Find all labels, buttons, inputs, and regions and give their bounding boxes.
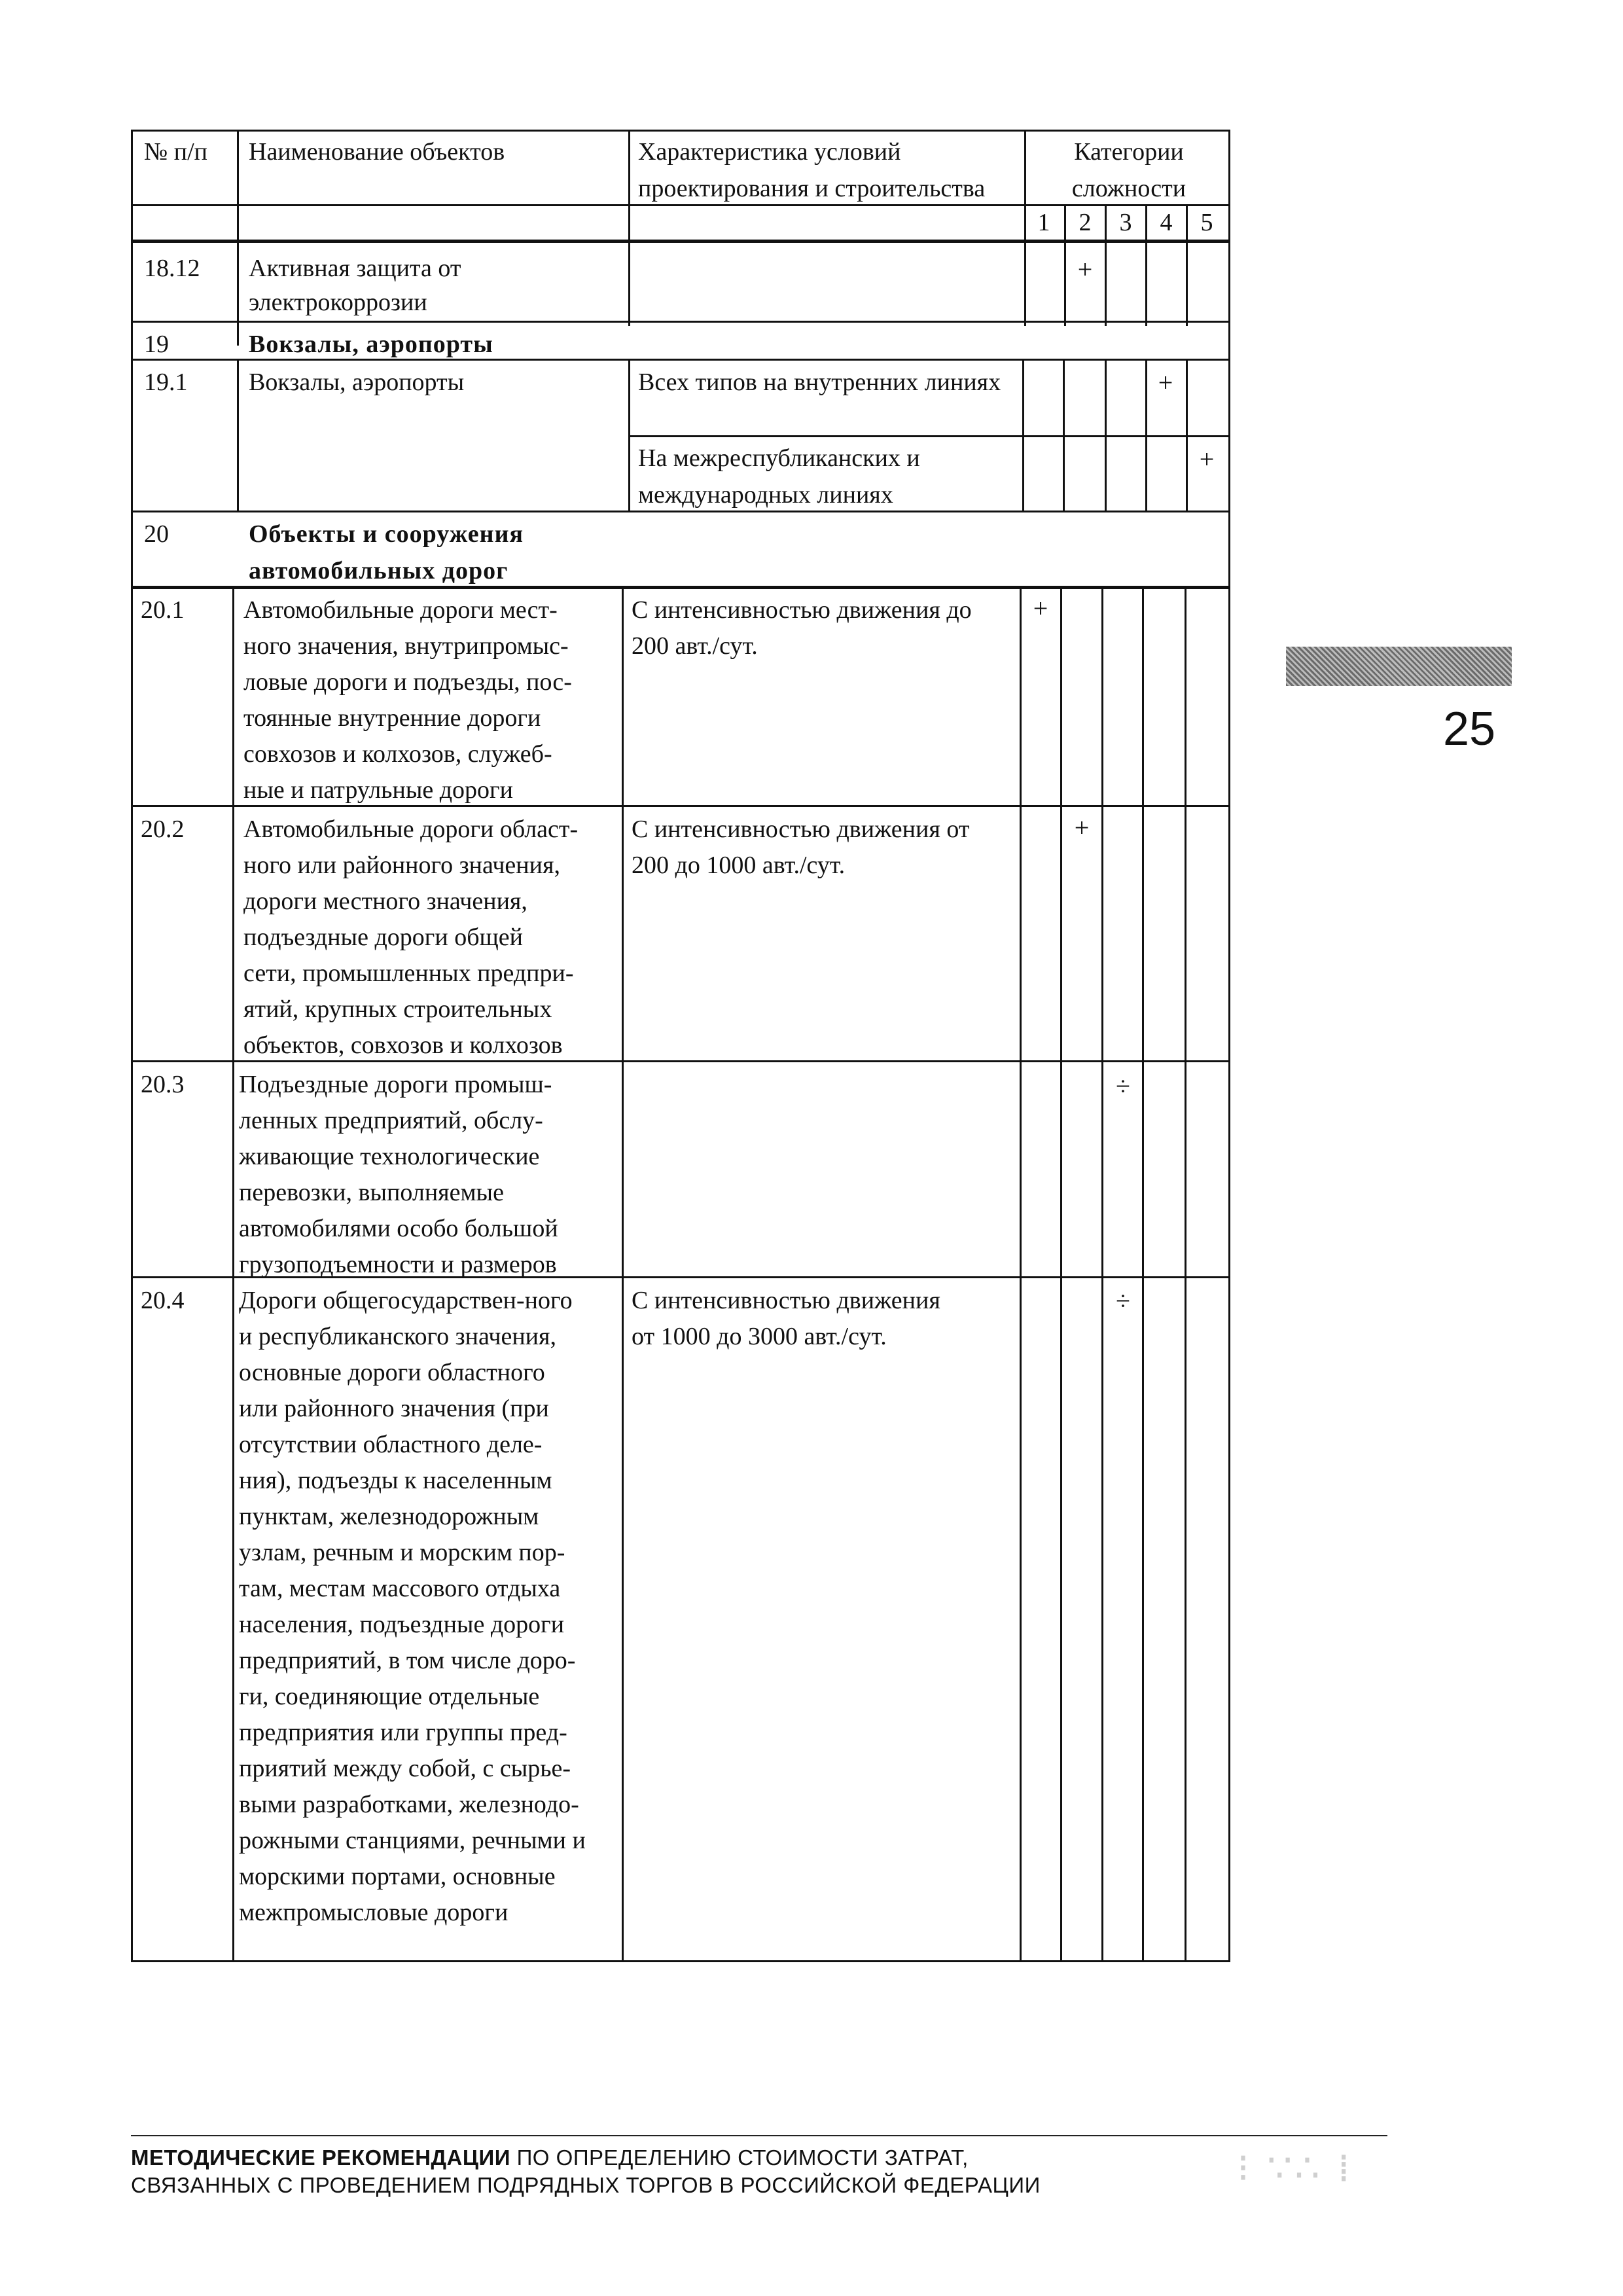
col-divider-3-19: [1022, 359, 1024, 511]
row-20-1-name-6: ные и патрульные дороги: [243, 776, 513, 804]
col-divider-1-top: [237, 130, 239, 346]
row-20-2-conditions-1: С интенсивностью движения от: [632, 816, 970, 843]
row-20-4-name-8: узлам, речным и морским пор-: [239, 1539, 565, 1566]
row-20-1-num: 20.1: [141, 596, 185, 624]
col-divider-3-top: [1024, 130, 1026, 326]
cat-divider-3-top: [1145, 204, 1147, 326]
row-20-1-conditions-1: С интенсивностью движения до: [632, 596, 972, 624]
row-20-num: 20: [144, 520, 169, 548]
cat-divider-1-bottom: [1060, 586, 1062, 1962]
row-20-4-name-9: там, местам массового отдыха: [239, 1575, 561, 1602]
cat-divider-3-bottom: [1142, 586, 1144, 1962]
row-20-3-name-3: живающие технологические: [239, 1143, 540, 1170]
header-categories-line2: сложности: [1071, 175, 1186, 202]
category-number-4: 4: [1160, 209, 1173, 236]
row-20-4-mark: ÷: [1116, 1286, 1130, 1316]
cat-divider-2-top: [1105, 204, 1107, 326]
category-number-5: 5: [1200, 209, 1213, 236]
row-19-1b-conditions-2: международных линиях: [638, 481, 893, 509]
cat-divider-1-top: [1064, 204, 1066, 326]
row-20-4-name-14: приятий между собой, с сырье-: [239, 1755, 571, 1782]
row-20-2-name-3: дороги местного значения,: [243, 888, 527, 915]
row-18-12-mark: +: [1077, 255, 1093, 284]
category-number-3: 3: [1119, 209, 1132, 236]
row-20-4-name-1: Дороги общегосударствен-ного: [239, 1287, 573, 1314]
col-divider-2-19: [628, 359, 630, 511]
row-19-1b-mark: +: [1199, 444, 1215, 474]
header-name: Наименование объектов: [249, 138, 505, 166]
row-20-4-name-7: пунктам, железнодорожным: [239, 1503, 539, 1530]
row-19-1-num: 19.1: [144, 368, 188, 396]
page-marker-bar: [1286, 647, 1512, 686]
footer-line-2: СВЯЗАННЫХ С ПРОВЕДЕНИЕМ ПОДРЯДНЫХ ТОРГОВ В РОССИЙСКОЙ ФЕДЕРАЦИИ: [131, 2173, 1041, 2197]
row-19-1-conditions: Всех типов на внутренних линиях: [638, 368, 1001, 396]
cat-divider-2-19: [1105, 359, 1107, 511]
row-19-1-name: Вокзалы, аэропорты: [249, 368, 465, 396]
row-20-2-num: 20.2: [141, 816, 185, 843]
row-20-4-name-17: морскими портами, основные: [239, 1863, 556, 1890]
row-20-4-name-12: ги, соединяющие отдельные: [239, 1683, 540, 1710]
footer-line-1: [131, 2144, 969, 2172]
row-20-1-name-2: ного значения, внутрипромыс-: [243, 632, 569, 660]
header-conditions-line1: Характеристика условий: [638, 138, 901, 166]
row-20-3-name-1: Подъездные дороги промыш-: [239, 1071, 552, 1098]
row-20-2-name-5: сети, промышленных предпри-: [243, 960, 574, 987]
row-20-4-name-18: межпромысловые дороги: [239, 1899, 508, 1926]
row-20-1-mark: +: [1033, 594, 1048, 623]
row-20-4-name-2: и республиканского значения,: [239, 1323, 556, 1350]
row-20-2-name-1: Автомобильные дороги област-: [243, 816, 579, 843]
col-divider-1-19: [237, 359, 239, 511]
cat-divider-4-19: [1186, 359, 1188, 511]
row-20-4-name-10: населения, подъездные дороги: [239, 1611, 565, 1638]
row-20-1-conditions-2: 200 авт./сут.: [632, 632, 758, 660]
row-20-3-num: 20.3: [141, 1071, 185, 1098]
row-20-2-name-7: объектов, совхозов и колхозов: [243, 1031, 563, 1059]
row-20-3-mark: ÷: [1116, 1071, 1130, 1101]
page-number: 25: [1443, 703, 1496, 755]
row-19-section: Вокзалы, аэропорты: [249, 331, 493, 358]
row-20-2-name-6: ятий, крупных строительных: [243, 996, 552, 1023]
col-divider-2-top: [628, 130, 630, 326]
cat-divider-4-bottom: [1185, 586, 1186, 1962]
row-20-section-1: Объекты и сооружения: [249, 520, 524, 548]
col-divider-2-bottom: [622, 586, 624, 1962]
row-20-1-name-3: ловые дороги и подъезды, пос-: [243, 668, 572, 696]
header-num: № п/п: [144, 138, 207, 166]
row-20-2-name-4: подъездные дороги общей: [243, 924, 523, 951]
row-20-3-name-6: грузоподъемности и размеров: [239, 1251, 557, 1278]
footer-title-rest: ПО ОПРЕДЕЛЕНИЮ СТОИМОСТИ ЗАТРАТ,: [510, 2145, 969, 2170]
row-20-1-name-1: Автомобильные дороги мест-: [243, 596, 558, 624]
row-20-4-name-3: основные дороги областного: [239, 1359, 545, 1386]
category-number-2: 2: [1079, 209, 1092, 236]
row-20-4-conditions-2: от 1000 до 3000 авт./сут.: [632, 1323, 887, 1350]
category-number-1: 1: [1037, 209, 1050, 236]
row-20-4-conditions-1: С интенсивностью движения: [632, 1287, 940, 1314]
row-20-3-name-2: ленных предприятий, обслу-: [239, 1107, 543, 1134]
row-19-num: 19: [144, 331, 169, 358]
header-conditions-line2: проектирования и строительства: [638, 175, 986, 202]
cat-divider-2-bottom: [1101, 586, 1103, 1962]
row-20-section-2: автомобильных дорог: [249, 557, 508, 584]
row-20-4-num: 20.4: [141, 1287, 185, 1314]
row-18-12-name-2: электрокоррозии: [249, 289, 427, 316]
footer-rule: [131, 2135, 1387, 2136]
row-20-1-name-4: тоянные внутренние дороги: [243, 704, 541, 732]
row-20-3-name-5: автомобилями особо большой: [239, 1215, 558, 1242]
row-20-2-mark: +: [1074, 813, 1090, 842]
row-20-4-name-13: предприятия или группы пред-: [239, 1719, 567, 1746]
row-19-1-mark: +: [1158, 368, 1173, 397]
row-18-12-num: 18.12: [144, 255, 200, 282]
row-19-1b-conditions-1: На межреспубликанских и: [638, 444, 920, 472]
cat-divider-1-19: [1063, 359, 1065, 511]
header-categories-line1: Категории: [1074, 138, 1184, 166]
row-20-2-conditions-2: 200 до 1000 авт./сут.: [632, 852, 846, 879]
row-20-4-name-15: выми разработками, железнодо-: [239, 1791, 579, 1818]
row-18-12-name-1: Активная защита от: [249, 255, 461, 282]
row-20-4-name-4: или районного значения (при: [239, 1395, 549, 1422]
faint-stamp-mark: ⁝ ∵∴ ⁞: [1237, 2145, 1353, 2191]
row-20-4-name-11: предприятий, в том числе доро-: [239, 1647, 576, 1674]
row-20-4-name-16: рожными станциями, речными и: [239, 1827, 586, 1854]
row-20-2-name-2: ного или районного значения,: [243, 852, 560, 879]
cat-divider-4-top: [1186, 204, 1188, 326]
col-divider-3-bottom: [1020, 586, 1022, 1962]
row-20-3-name-4: перевозки, выполняемые: [239, 1179, 504, 1206]
row-20-4-name-6: ния), подъезды к населенным: [239, 1467, 552, 1494]
row-20-1-name-5: совхозов и колхозов, служеб-: [243, 740, 552, 768]
footer-title-bold: МЕТОДИЧЕСКИЕ РЕКОМЕНДАЦИИ: [131, 2145, 510, 2170]
row-20-4-name-5: отсутствии областного деле-: [239, 1431, 543, 1458]
